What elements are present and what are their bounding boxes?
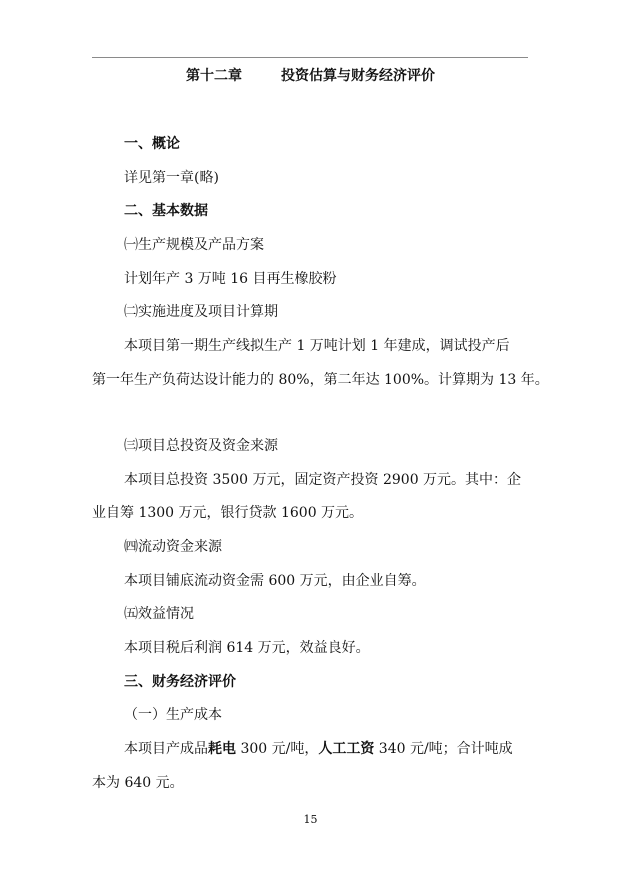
paragraph-line: 本项目第一期生产线拟生产 1 万吨计划 1 年建成，调试投产后 (124, 338, 510, 354)
paragraph-line: 计划年产 3 万吨 16 目再生橡胶粉 (124, 271, 337, 287)
paragraph-line: 业自筹 1300 万元，银行贷款 1600 万元。 (92, 505, 364, 521)
cost-prefix: 本项目产成品 (124, 741, 208, 757)
paragraph-line: 第一年生产负荷达设计能力的 80%，第二年达 100%。计算期为 13 年。 (92, 372, 549, 388)
chapter-title: 第十二章 投资估算与财务经济评价 (186, 68, 435, 84)
subheading-production-cost: （一）生产成本 (124, 707, 222, 723)
heading-financial-evaluation: 三、财务经济评价 (124, 674, 236, 690)
paragraph-line: 本项目铺底流动资金需 600 万元，由企业自筹。 (124, 573, 426, 589)
subheading-investment: ㈢项目总投资及资金来源 (124, 438, 278, 454)
cost-suffix: 340 元/吨；合计吨成 (374, 741, 513, 757)
cost-term-electricity: 耗电 (208, 741, 236, 757)
paragraph-line: 本项目税后利润 614 万元，效益良好。 (124, 640, 370, 656)
cost-term-labor: 人工工资 (318, 741, 375, 757)
subheading-schedule: ㈡实施进度及项目计算期 (124, 304, 278, 320)
paragraph-line: 本为 640 元。 (92, 775, 184, 791)
paragraph-cost-line (124, 737, 513, 761)
heading-overview: 一、概论 (124, 136, 180, 152)
heading-basic-data: 二、基本数据 (124, 203, 208, 219)
subheading-working-capital: ㈣流动资金来源 (124, 539, 222, 555)
subheading-benefit: ㈤效益情况 (124, 606, 194, 622)
paragraph-line: 本项目总投资 3500 万元，固定资产投资 2900 万元。其中：企 (124, 472, 522, 488)
page-number: 15 (303, 813, 318, 826)
cost-mid: 300 元/吨， (236, 741, 319, 757)
paragraph-line: 详见第一章(略) (124, 170, 219, 186)
subheading-production-scale: ㈠生产规模及产品方案 (124, 237, 264, 253)
header-rule (92, 57, 528, 58)
